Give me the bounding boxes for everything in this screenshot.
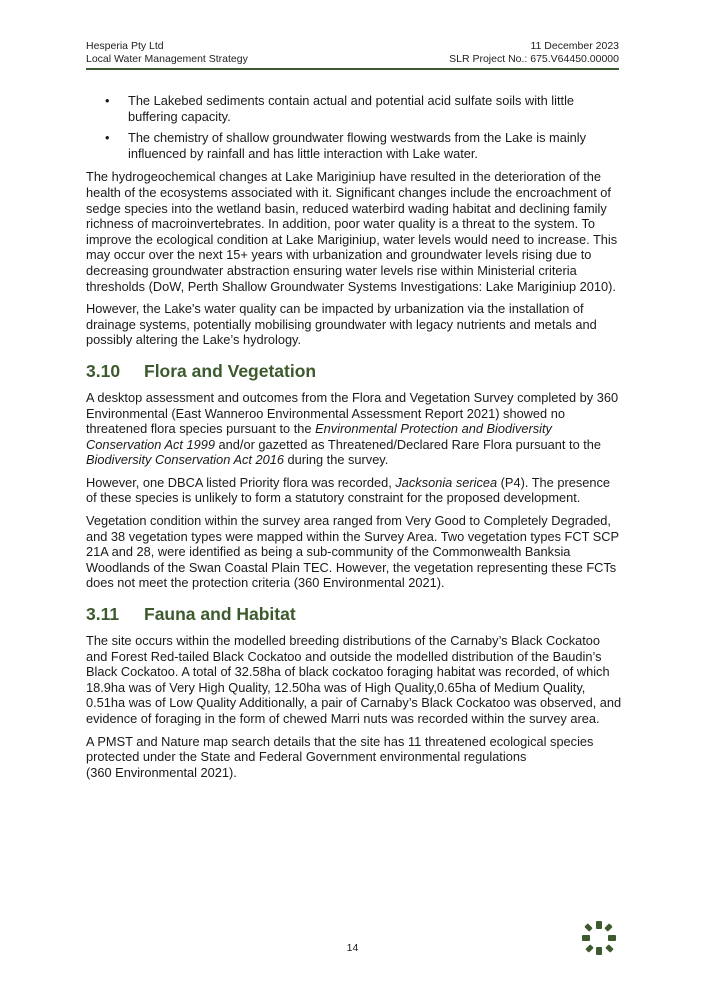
section-number: 3.10 bbox=[86, 360, 121, 381]
paragraph-priority-flora: However, one DBCA listed Priority flora was recorded, Jacksonia sericea (P4). The presence of these species is unlikely to form a statutory constraint for the proposed development. bbox=[86, 474, 610, 506]
section-title: Fauna and Habitat bbox=[144, 604, 296, 625]
header-left bbox=[86, 40, 248, 66]
paragraph-cockatoo-habitat: The site occurs within the modelled breeding distributions of the Carnaby’s Black Cockatoo and Forest Red-tailed Black Cockatoo and outside the modelled distribution of the Baudin’s Black Cockatoo. A total of 32.58ha of black cockatoo foraging habitat was recorded, of which 18.9ha was of Very High Quality, 12.50ha was of High Quality,0.65ha of Medium Quality, 0.51ha was of Low Quality Additionally, a pair of Carnaby’s Black Cockatoo was observed, and evidence of foraging in the form of chewed Marri nuts was recorded within the survey area. bbox=[86, 633, 622, 726]
paragraph-hydrogeochemical: The hydrogeochemical changes at Lake Mariginiup have resulted in the deterioration of the health of the ecosystems associated with it. Significant changes include the encroachment of sedge species into the wetland basin, reduced waterbird wading habitat and declining family richness of macroinvertebrates. In addition, poor water quality is a threat to the system. To improve the ecological condition at Lake Mariginiup, water levels would need to increase. This may occur over the next 15+ years with urbanization and groundwater levels rising due to decreasing groundwater abstraction ensuring water levels rise within Ministerial criteria thresholds (DoW, Perth Shallow Groundwater Systems Investigations: Lake Mariginiup 2010). bbox=[86, 169, 618, 294]
document-title: Local Water Management Strategy bbox=[86, 53, 248, 65]
document-date: 11 December 2023 bbox=[530, 40, 619, 52]
list-item: • The Lakebed sediments contain actual and potential acid sulfate soils with little buffering capacity. bbox=[105, 93, 575, 124]
section-heading-flora bbox=[86, 360, 624, 382]
company-name: Hesperia Pty Ltd bbox=[86, 40, 164, 52]
project-number: SLR Project No.: 675.V64450.00000 bbox=[449, 53, 619, 65]
slr-logo-icon bbox=[581, 920, 617, 956]
section-title: Flora and Vegetation bbox=[144, 360, 317, 381]
page-number: 14 bbox=[346, 942, 359, 954]
paragraph-flora-assessment: A desktop assessment and outcomes from the Flora and Vegetation Survey completed by 360 Environmental (East Wanneroo Environmental Assessment Report 2021) showed no threatened flora species pursuant to the Environmental Protection and Biodiversity Conservation Act 1999 and/or gazetted as Threatened/Declared Rare Flora pursuant to the Biodiversity Conservation Act 2016 during the survey. bbox=[86, 389, 619, 468]
bullet-list bbox=[86, 93, 624, 161]
bullet-icon: • bbox=[105, 130, 110, 146]
bullet-icon: • bbox=[105, 93, 110, 108]
list-item: • The chemistry of shallow groundwater flowing westwards from the Lake is mainly influenced by rainfall and has little interaction with Lake water. bbox=[105, 130, 587, 161]
paragraph-urbanization: However, the Lake's water quality can be impacted by urbanization via the installation of drainage systems, potentially mobilising groundwater with legacy nutrients and metals and possibly altering the Lake’s hydrology. bbox=[86, 301, 597, 348]
page-header bbox=[86, 40, 619, 70]
section-number: 3.11 bbox=[86, 604, 120, 625]
paragraph-pmst-search: A PMST and Nature map search details that the site has 11 threatened ecological species protected under the State and Federal Government environmental regulations (360 Environmental 2021). bbox=[86, 733, 594, 780]
page-body bbox=[86, 93, 624, 787]
section-heading-fauna bbox=[86, 603, 624, 625]
header-right bbox=[449, 40, 619, 66]
paragraph-vegetation-condition: Vegetation condition within the survey area ranged from Very Good to Completely Degraded, and 38 vegetation types were mapped within the Survey Area. Two vegetation types FCT SCP 21A and 28, were identified as being a sub-community of the Commonwealth Banksia Woodlands of the Swan Coastal Plain TEC. However, the vegetation representing these FCTs does not meet the protection criteria (360 Environmental 2021). bbox=[86, 513, 619, 591]
